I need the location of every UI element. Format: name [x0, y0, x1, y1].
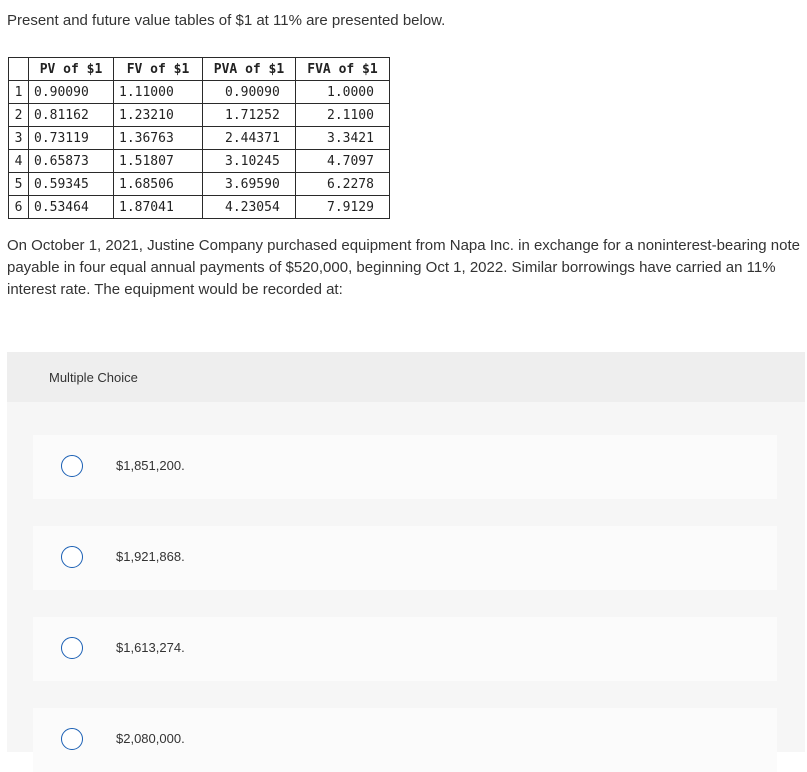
column-header-pv: PV of $1 — [29, 58, 114, 81]
answer-option-4[interactable] — [33, 708, 777, 772]
period-cell: 5 — [9, 173, 29, 196]
pv-cell: 0.59345 — [29, 173, 114, 196]
pv-cell: 0.65873 — [29, 150, 114, 173]
radio-button-icon[interactable] — [61, 455, 83, 477]
answer-option-label: $2,080,000. — [116, 731, 185, 746]
period-cell: 4 — [9, 150, 29, 173]
table-row — [9, 173, 390, 196]
fva-cell: 4.7097 — [296, 150, 390, 173]
fv-cell: 1.51807 — [114, 150, 203, 173]
answer-option-3[interactable] — [33, 617, 777, 681]
column-header-pva: PVA of $1 — [203, 58, 296, 81]
radio-button-icon[interactable] — [61, 546, 83, 568]
pv-cell: 0.81162 — [29, 104, 114, 127]
radio-button-icon[interactable] — [61, 637, 83, 659]
column-header-fva: FVA of $1 — [296, 58, 390, 81]
fva-cell: 7.9129 — [296, 196, 390, 219]
multiple-choice-header — [7, 352, 805, 402]
pv-cell: 0.73119 — [29, 127, 114, 150]
answer-option-1[interactable] — [33, 435, 777, 499]
present-future-value-table — [8, 57, 390, 219]
pv-cell: 0.53464 — [29, 196, 114, 219]
fva-cell: 6.2278 — [296, 173, 390, 196]
pva-cell: 1.71252 — [203, 104, 296, 127]
fva-cell: 2.1100 — [296, 104, 390, 127]
pva-cell: 3.69590 — [203, 173, 296, 196]
multiple-choice-panel — [7, 352, 805, 752]
table-row — [9, 81, 390, 104]
table-row — [9, 150, 390, 173]
radio-button-icon[interactable] — [61, 728, 83, 750]
period-cell: 2 — [9, 104, 29, 127]
fva-cell: 3.3421 — [296, 127, 390, 150]
pva-cell: 3.10245 — [203, 150, 296, 173]
table-row — [9, 104, 390, 127]
table-row — [9, 196, 390, 219]
pva-cell: 2.44371 — [203, 127, 296, 150]
column-header-fv: FV of $1 — [114, 58, 203, 81]
fv-cell: 1.87041 — [114, 196, 203, 219]
answer-option-label: $1,851,200. — [116, 458, 185, 473]
column-header-period — [9, 58, 29, 81]
answer-option-label: $1,613,274. — [116, 640, 185, 655]
question-text: On October 1, 2021, Justine Company purchased equipment from Napa Inc. in exchange for a noninterest-bearing note payable in four equal annual payments of $520,000, beginning Oct 1, 2022. Similar borrowings have carried an 11% interest rate. The equipment would be recorded at: — [7, 237, 800, 298]
answer-option-label: $1,921,868. — [116, 549, 185, 564]
intro-text: Present and future value tables of $1 at 11% are presented below. — [7, 12, 446, 29]
period-cell: 3 — [9, 127, 29, 150]
answer-option-2[interactable] — [33, 526, 777, 590]
table-row — [9, 127, 390, 150]
pva-cell: 4.23054 — [203, 196, 296, 219]
period-cell: 1 — [9, 81, 29, 104]
fva-cell: 1.0000 — [296, 81, 390, 104]
fv-cell: 1.36763 — [114, 127, 203, 150]
fv-cell: 1.68506 — [114, 173, 203, 196]
pva-cell: 0.90090 — [203, 81, 296, 104]
pv-cell: 0.90090 — [29, 81, 114, 104]
fv-cell: 1.11000 — [114, 81, 203, 104]
table-header-row — [9, 58, 390, 81]
multiple-choice-label: Multiple Choice — [49, 370, 138, 385]
fv-cell: 1.23210 — [114, 104, 203, 127]
period-cell: 6 — [9, 196, 29, 219]
